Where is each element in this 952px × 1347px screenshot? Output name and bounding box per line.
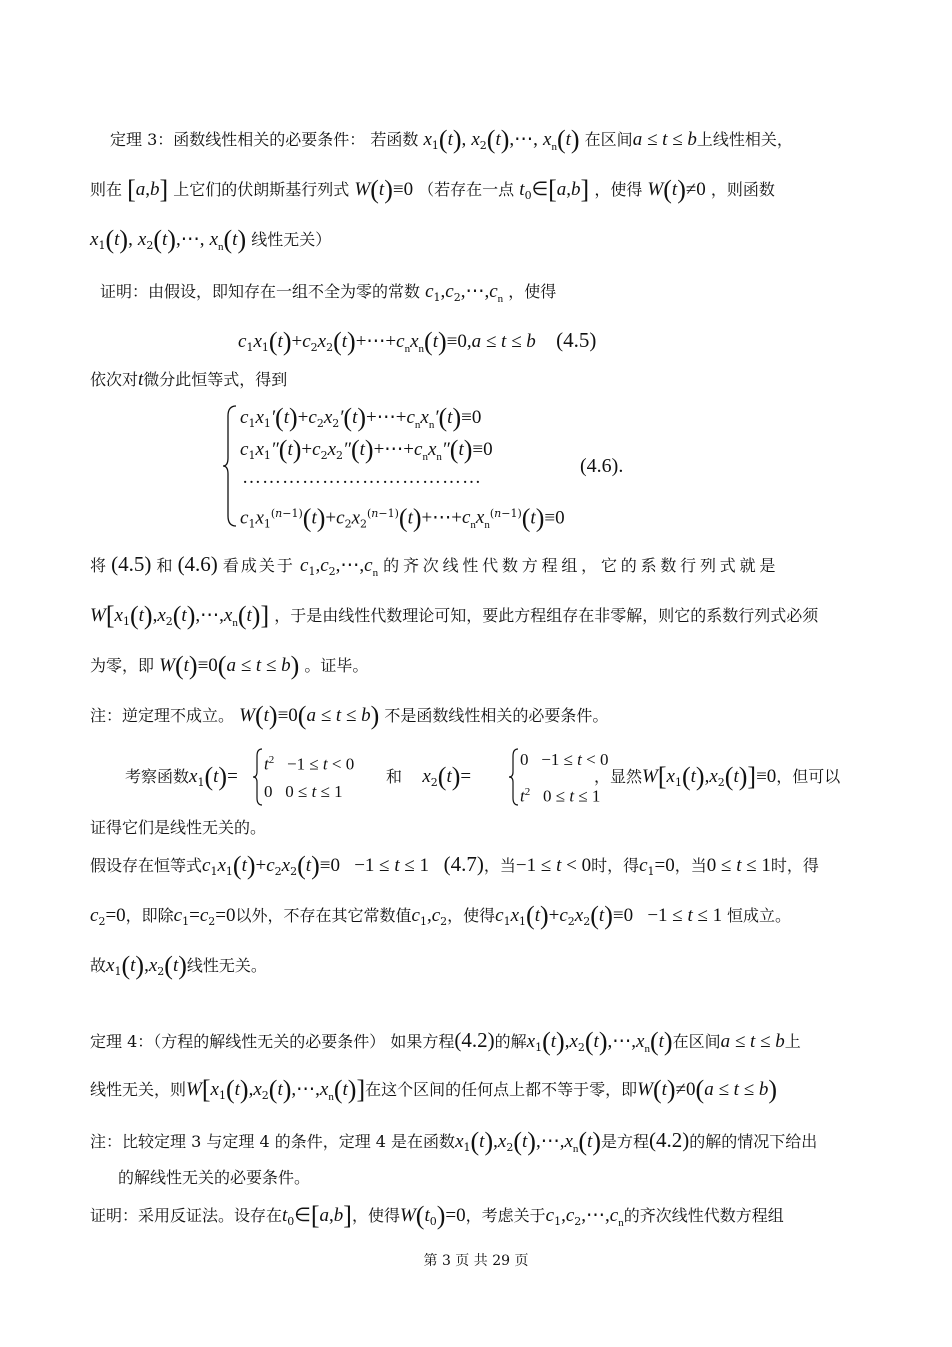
assume-line: 假设存在恒等式$c_1x_1(t)+c_2x_2(t)\equiv 0 -1 \le t \le 1$ (4.7)，当−1 ≤ t < 0时，得$c_1=0$，当0 ≤ t ≤ 1时，得 — [90, 851, 819, 880]
c2-line: $c_2=0$，即除$c_1=c_2=0$以外，不存在其它常数值$c_1,c_2$，使得$c_1x_1(t)+c_2x_2(t)\equiv 0 -1 \le t \le 1$ 恒成立。 — [90, 901, 791, 930]
c2-b: 以外，不存在其它常数值 — [235, 906, 412, 925]
example-and-text: 和 — [386, 767, 403, 786]
proof1-diff-b: 微分此恒等式，得到 — [143, 370, 288, 389]
proof1-diff-line: 依次对t微分此恒等式，得到 — [90, 369, 288, 390]
para2-line2: $W[x_1(t),x_2(t),\cdots,x_n(t)]$ ，于是由线性代数理论可知，要此方程组存在非零解，则它的系数行列式必须 — [90, 601, 819, 630]
para2-d: 的齐次线性代数方程组，它的系数行列式就是 — [383, 556, 780, 575]
when2: ，当 — [674, 856, 707, 875]
theorem3-line1: 定理 3：函数线性相关的必要条件： 若函数 $x_1(t)$, $x_2(t),\cdots$, $x_n(t)$ 在区间a ≤ t ≤ b上线性相关， — [110, 125, 793, 154]
assume-text: 假设存在恒等式 — [90, 856, 203, 875]
theorem3-line3: $x_1(t)$, $x_2(t),\cdots$, $x_n(t)$ 线性无关） — [90, 225, 332, 254]
note2-line2 — [118, 1166, 310, 1190]
para2-b: 和 — [156, 556, 173, 575]
proof1-intro-line: 证明：由假设，即知存在一组不全为零的常数 $c_1,c_2,\cdots,c_n$ ，使得 — [100, 281, 557, 305]
piecewise-2-row1: 0 −1 ≤ t < 0 — [520, 750, 609, 769]
example-and: 和 $x_2(t)=$ — [386, 762, 472, 791]
para2-c: 看成关于 — [222, 556, 295, 575]
note1-line: 注：逆定理不成立。 W(t)≡0(a ≤ t ≤ b) 不是函数线性相关的必要条件。 — [90, 701, 609, 730]
theorem4-line2-a: 线性无关，则 — [90, 1080, 187, 1099]
example-line2-text: 证得它们是线性无关的。 — [90, 818, 267, 837]
page-footer: 第 3 页 共 29 页 — [423, 1253, 529, 1269]
para2-line1: 将 (4.5) 和 (4.6) 看成关于 $c_1,c_2,\cdots,c_n$ 的齐次线性代数方程组，它的系数行列式就是 — [90, 552, 780, 579]
when1: ，当 — [483, 856, 516, 875]
system-row-n: $c_1x_1^{(n-1)}(t)+c_2x_2^{(n-1)}(t)+\cdots+c_nx_n^{(n-1)}(t)\equiv 0$ — [240, 503, 565, 533]
conclusion-b: 线性无关。 — [186, 956, 267, 975]
c2-d: 恒成立。 — [726, 906, 791, 925]
example-obvious: ，显然$W[x_1(t),x_2(t)]\equiv 0$，但可以 — [594, 762, 841, 791]
proof2-a: 证明：采用反证法。设存在 — [90, 1206, 283, 1225]
piecewise-1-row2: 0 0 ≤ t ≤ 1 — [264, 782, 343, 801]
theorem4-line1: 定理 4：（方程的解线性无关的必要条件） 如果方程(4.2)的解$x_1(t),x_2(t),\cdots,x_n(t)$在区间a ≤ t ≤ b上 — [90, 1027, 801, 1056]
para2-a: 将 — [90, 556, 107, 575]
system-dots: ……………………………… — [242, 467, 482, 488]
theorem4-d: 上 — [784, 1032, 801, 1051]
example-a: 考察函数$x_1(t)=$ — [125, 762, 238, 791]
eq47-label: (4.7) — [443, 852, 484, 876]
theorem3-intro: 定理 3：函数线性相关的必要条件： 若函数 — [110, 130, 419, 149]
para2-line3: 为零，即 W(t)≡0(a ≤ t ≤ b) 。证毕。 — [90, 651, 369, 680]
para2-line3-b: 。证毕。 — [304, 656, 369, 675]
proof1-intro-end: ，使得 — [508, 282, 557, 301]
system-row-1: $c_1x_1'(t)+c_2x_2'(t)+\cdots+c_nx_n'(t)\equiv 0$ — [240, 403, 482, 432]
eq46-label-text: (4.6). — [580, 455, 624, 477]
theorem4-a: 定理 4：（方程的解线性无关的必要条件） 如果方程 — [90, 1032, 455, 1051]
eq45-label: (4.5) — [556, 328, 597, 352]
note2-c: 的解的情况下给出 — [689, 1132, 818, 1151]
proof2-line: 证明：采用反证法。设存在$t_0\in[a,b]$，使得$W(t_0)=0$，考虑关于$c_1,c_2,\cdots,c_n$的齐次线性代数方程组 — [90, 1201, 784, 1230]
proof2-c: ，考虑关于 — [465, 1206, 546, 1225]
proof1-intro: 证明：由假设，即知存在一组不全为零的常数 — [100, 282, 421, 301]
theorem4-c: 在区间 — [672, 1032, 721, 1051]
proof2-b: ，使得 — [351, 1206, 400, 1225]
theorem3-line2-b: 上它们的伏朗斯基行列式 — [173, 180, 350, 199]
piecewise-brace-2 — [508, 748, 520, 806]
para2-line3-a: 为零，即 — [90, 656, 155, 675]
proof2-d: 的齐次线性代数方程组 — [623, 1206, 784, 1225]
theorem4-line2-b: 在这个区间的任何点上都不等于零，即 — [365, 1080, 638, 1099]
theorem3-line2-e: ，则函数 — [710, 180, 775, 199]
note2-a: 注：比较定理 3 与定理 4 的条件，定理 4 是在函数 — [90, 1132, 456, 1151]
theorem4-b: 的解 — [494, 1032, 527, 1051]
theorem3-line3-end: 线性无关） — [251, 230, 332, 249]
theorem4-line2: 线性无关，则$W[x_1(t),x_2(t),\cdots,x_n(t)]$在这个区间的任何点上都不等于零，即W(t)≠0(a ≤ t ≤ b) — [90, 1075, 778, 1104]
theorem3-line2: 则在 [a,b] 上它们的伏朗斯基行列式 W(t)≡0 （若存在一点 $t_0\in[a,b]$ ，使得 W(t)≠0 ，则函数 — [90, 175, 775, 204]
theorem3-line2-c: （若存在一点 — [418, 180, 515, 199]
note2-b: 是方程 — [601, 1132, 650, 1151]
theorem3-interval-text: 在区间 — [584, 130, 633, 149]
example-a-text: 考察函数 — [125, 767, 190, 786]
when2b: 时，得 — [770, 856, 819, 875]
conclusion-line: 故$x_1(t),x_2(t)$线性无关。 — [90, 951, 267, 980]
when1b: 时，得 — [591, 856, 640, 875]
system-brace — [222, 404, 240, 528]
example-d: ，但可以 — [776, 767, 841, 786]
note1-b: 不是函数线性相关的必要条件。 — [384, 706, 609, 725]
theorem3-line2-a: 则在 — [90, 180, 123, 199]
piecewise-brace-1 — [252, 748, 264, 806]
equation-4-5: $c_1x_1(t)+c_2x_2(t)+\cdots+c_nx_n(t)\equiv 0,a \le t \le b$ (4.5) — [238, 327, 597, 356]
note2-line2-text: 的解线性无关的必要条件。 — [118, 1168, 311, 1187]
para2-line2-tail: ，于是由线性代数理论可知，要此方程组存在非零解，则它的系数行列式必须 — [274, 606, 819, 625]
example-c: ，显然 — [594, 767, 643, 786]
proof1-diff-a: 依次对 — [90, 370, 139, 389]
system-row-2: $c_1x_1''(t)+c_2x_2''(t)+\cdots+c_nx_n''(t)\equiv 0$ — [240, 435, 493, 464]
c2-a: ，即除 — [125, 906, 174, 925]
theorem3-end: 上线性相关， — [696, 130, 793, 149]
theorem3-line2-d: ，使得 — [594, 180, 643, 199]
piecewise-2-row2: $t^2$ 0 ≤ t ≤ 1 — [520, 786, 601, 806]
example-line2 — [90, 816, 266, 840]
piecewise-1-row1: $t^2 -1 \le t < 0$ — [264, 754, 355, 774]
c2-c: ，使得 — [447, 906, 496, 925]
note2-line1: 注：比较定理 3 与定理 4 的条件，定理 4 是在函数$x_1(t),x_2(t),\cdots,x_n(t)$是方程(4.2)的解的情况下给出 — [90, 1127, 818, 1156]
eq46-label — [580, 454, 623, 479]
note1-a: 注：逆定理不成立。 — [90, 706, 235, 725]
